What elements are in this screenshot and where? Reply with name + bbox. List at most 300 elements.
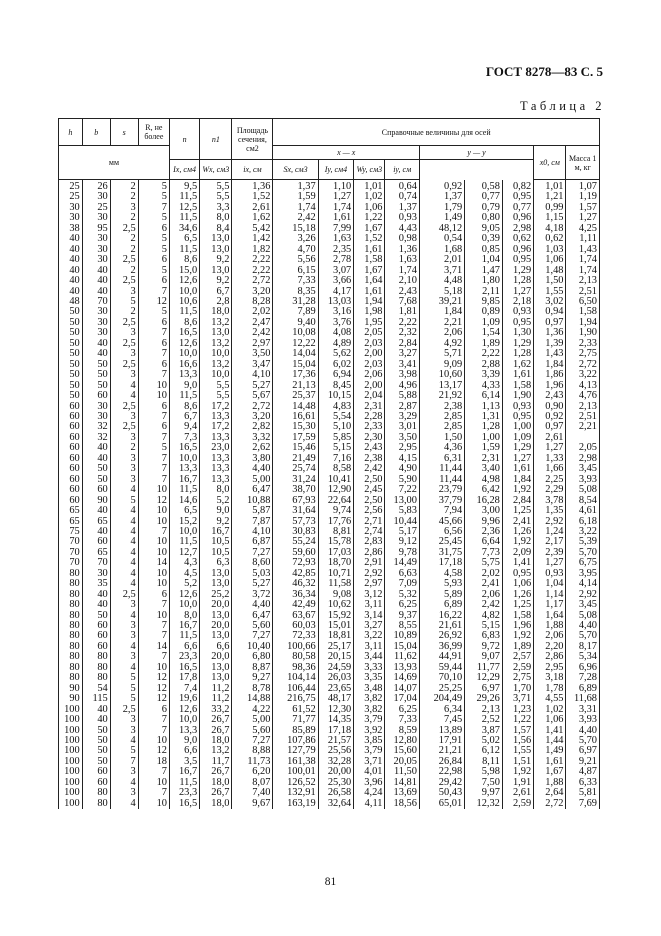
table-cell: 4 [110,611,138,621]
table-cell: 1,27 [318,192,354,202]
table-cell: 2,02 [232,307,273,317]
table-cell: 7 [138,652,169,662]
table-cell: 2,59 [502,799,533,809]
table-cell: 2,13 [566,276,600,286]
table-cell: 5,15 [318,443,354,453]
table-cell: 13,17 [419,381,464,391]
table-cell: 15,78 [318,537,354,547]
table-cell: 17,8 [169,673,199,683]
table-cell: 1,62 [232,213,273,223]
table-cell: 71,77 [273,715,318,725]
table-cell: 60 [82,537,110,547]
table-cell: 5 [110,684,138,694]
table-cell: 1,26 [502,527,533,537]
table-cell: 7,89 [273,307,318,317]
table-cell: 30 [82,318,110,328]
table-cell: 5,90 [385,475,419,485]
table-cell: 25,2 [200,590,232,600]
col-reference: Справочные величины для осей [273,119,600,146]
table-row [59,537,600,547]
table-cell: 6,89 [566,684,600,694]
table-cell: 0,95 [502,255,533,265]
table-cell: 1,50 [534,276,566,286]
table-cell: 5 [110,496,138,506]
table-cell: 4,43 [385,224,419,234]
table-cell: 8,07 [232,778,273,788]
table-cell: 12 [138,673,169,683]
table-cell: 1,57 [502,726,533,736]
table-cell: 2,85 [419,422,464,432]
table-cell: 18,0 [200,799,232,809]
table-cell: 7 [138,433,169,443]
table-cell: 20,0 [200,600,232,610]
table-cell: 40 [82,454,110,464]
table-cell: 40 [82,339,110,349]
table-cell: 1,67 [534,767,566,777]
table-cell: 100 [59,767,83,777]
table-cell: 1,23 [502,705,533,715]
table-cell: 1,84 [534,360,566,370]
table-cell: 1,01 [354,180,385,193]
col-area: Площадь сечения, см2 [232,119,273,160]
table-row [59,642,600,652]
table-cell: 40 [82,600,110,610]
table-row [59,527,600,537]
table-cell: 60 [82,485,110,495]
table-cell: 12,7 [169,548,199,558]
table-cell: 11,2 [200,694,232,704]
table-cell: 1,22 [502,715,533,725]
table-cell: 3,22 [566,370,600,380]
table-row [59,485,600,495]
table-cell: 1,13 [465,402,503,412]
table-cell: 5 [110,297,138,307]
table-cell: 16,61 [273,412,318,422]
table-cell: 5,60 [232,726,273,736]
table-cell: 5,56 [273,255,318,265]
table-cell: 65,01 [419,799,464,809]
table-cell: 3,22 [566,527,600,537]
table-cell: 11,7 [200,757,232,767]
table-cell: 2,13 [566,402,600,412]
table-cell: 10 [138,778,169,788]
table-cell: 65 [59,517,83,527]
table-cell: 1,82 [232,245,273,255]
table-cell: 3,95 [566,569,600,579]
table-cell: 2,13 [465,705,503,715]
table-cell: 2,56 [354,506,385,516]
table-cell: 4 [110,517,138,527]
table-cell: 1,17 [534,600,566,610]
table-cell: 5,03 [232,569,273,579]
table-cell: 1,27 [534,443,566,453]
table-cell: 7 [138,726,169,736]
table-cell: 1,06 [502,579,533,589]
table-cell: 10,0 [169,715,199,725]
table-cell: 8,87 [232,663,273,673]
table-row [59,464,600,474]
table-cell: 1,41 [534,726,566,736]
table-cell: 8,6 [169,255,199,265]
table-cell: 14,07 [385,684,419,694]
table-cell: 50 [59,381,83,391]
table-cell: 26,58 [318,788,354,798]
table-cell: 7,27 [232,548,273,558]
table-cell: 2,05 [566,443,600,453]
table-cell: 2,85 [419,412,464,422]
table-cell: 1,54 [465,328,503,338]
table-cell: 26,84 [419,757,464,767]
table-cell: 12,5 [169,203,199,213]
table-cell: 5,42 [232,224,273,234]
table-cell: 2,5 [110,255,138,265]
table-cell: 1,28 [465,422,503,432]
table-cell: 8,45 [318,381,354,391]
table-cell: 0,95 [502,412,533,422]
table-cell: 100 [59,736,83,746]
table-cell: 2 [110,192,138,202]
table-cell: 10,44 [385,517,419,527]
table-cell: 5 [110,694,138,704]
table-cell: 2,33 [566,339,600,349]
table-cell: 2,43 [385,287,419,297]
table-cell: 9,72 [465,642,503,652]
table-cell: 80 [82,652,110,662]
table-cell: 2,43 [354,443,385,453]
table-caption: Таблица 2 [520,99,605,113]
table-cell: 2,42 [465,600,503,610]
table-cell: 2,29 [534,485,566,495]
table-cell: 4 [110,569,138,579]
table-cell: 2,92 [534,517,566,527]
table-cell: 1,61 [502,464,533,474]
table-cell: 1,98 [354,307,385,317]
table-cell: 1,88 [534,621,566,631]
table-cell: 0,98 [385,234,419,244]
table-cell: 1,74 [566,266,600,276]
table-cell: 2,97 [354,579,385,589]
table-cell: 14,6 [169,496,199,506]
table-cell: 4,40 [566,726,600,736]
table-cell: 1,19 [566,192,600,202]
table-cell: 29,26 [465,694,503,704]
table-cell: 35 [82,579,110,589]
table-cell: 12,22 [273,339,318,349]
table-cell: 3 [110,715,138,725]
table-cell: 6,83 [465,631,503,641]
table-cell: 3,48 [354,684,385,694]
table-cell: 8,59 [385,726,419,736]
table-row [59,569,600,579]
table-row [59,548,600,558]
table-cell: 1,61 [318,213,354,223]
table-cell: 25,30 [318,778,354,788]
table-cell: 1,15 [534,213,566,223]
table-cell: 2,59 [502,663,533,673]
table-cell: 15,01 [318,621,354,631]
table-cell: 3,02 [534,297,566,307]
table-cell: 6,75 [566,558,600,568]
table-cell: 9,07 [465,652,503,662]
table-cell: 80 [59,642,83,652]
table-cell: 1,49 [419,213,464,223]
table-cell: 2,97 [232,339,273,349]
table-cell: 0,85 [465,245,503,255]
table-cell: 80 [59,621,83,631]
table-row [59,255,600,265]
table-cell: 1,58 [502,381,533,391]
table-cell: 2,03 [354,339,385,349]
table-cell: 3,71 [354,757,385,767]
table-cell: 5,70 [566,631,600,641]
table-cell: 0,77 [502,203,533,213]
table-cell: 1,04 [534,579,566,589]
table-cell: 1,02 [354,192,385,202]
table-cell: 1,59 [273,192,318,202]
table-cell: 60 [82,778,110,788]
table-cell: 7,09 [385,579,419,589]
table-cell: 90 [59,694,83,704]
table-cell: 2,22 [465,349,503,359]
table-cell: 1,51 [502,757,533,767]
table-cell: 5 [138,245,169,255]
table-cell: 21,49 [273,454,318,464]
table-cell: 2,51 [566,287,600,297]
table-cell: 6,96 [566,663,600,673]
table-cell: 8,78 [232,684,273,694]
table-cell: 30 [82,328,110,338]
table-cell: 1,29 [502,339,533,349]
table-cell: 8,0 [200,213,232,223]
table-cell: 70,10 [419,673,464,683]
table-cell: 12,6 [169,590,199,600]
table-row [59,746,600,756]
table-cell: 2,00 [354,381,385,391]
table-cell: 60 [59,496,83,506]
table-cell: 25,45 [419,537,464,547]
table-cell: 3,35 [354,673,385,683]
table-cell: 50 [82,381,110,391]
table-cell: 7,68 [385,297,419,307]
table-cell: 95 [82,224,110,234]
table-cell: 1,36 [232,180,273,193]
table-cell: 72,33 [273,631,318,641]
table-cell: 4 [110,736,138,746]
table-cell: 90 [59,684,83,694]
table-cell: 3,98 [385,370,419,380]
table-cell: 7,4 [169,684,199,694]
table-cell: 50 [82,746,110,756]
table-cell: 50 [82,475,110,485]
table-cell: 32 [82,422,110,432]
table-cell: 34,6 [169,224,199,234]
table-cell: 3 [110,203,138,213]
table-cell: 5,32 [385,590,419,600]
table-cell: 31,24 [273,475,318,485]
table-cell: 80 [59,673,83,683]
table-cell: 1,14 [534,590,566,600]
table-cell: 1,70 [502,684,533,694]
table-cell: 13,2 [200,318,232,328]
table-cell: 5,2 [200,496,232,506]
table-cell: 1,55 [534,287,566,297]
table-cell: 5,08 [566,485,600,495]
table-cell: 2 [110,245,138,255]
table-cell: 3,11 [354,600,385,610]
table-cell: 163,19 [273,799,318,809]
table-cell: 1,61 [354,287,385,297]
table-cell: 4,83 [318,402,354,412]
table-cell: 67,93 [273,496,318,506]
table-cell: 98,36 [273,663,318,673]
table-cell: 1,52 [232,192,273,202]
table-cell: 26,92 [419,631,464,641]
table-cell: 1,37 [385,203,419,213]
table-cell: 161,38 [273,757,318,767]
table-cell: 26,7 [200,767,232,777]
table-cell: 6,47 [232,485,273,495]
table-cell: 8,88 [232,746,273,756]
table-cell: 2,31 [354,402,385,412]
table-cell: 2,72 [232,402,273,412]
table-row [59,349,600,359]
table-cell: 2 [110,234,138,244]
table-cell: 23,79 [419,485,464,495]
table-cell: 4,96 [385,381,419,391]
table-cell: 5,2 [169,579,199,589]
table-cell: 100 [59,715,83,725]
table-cell: 7 [138,454,169,464]
table-cell: 15,92 [318,611,354,621]
table-cell: 15,60 [385,746,419,756]
table-cell: 11,5 [169,307,199,317]
table-row [59,433,600,443]
table-row [59,192,600,202]
table-cell: 3 [110,349,138,359]
table-cell: 5 [110,673,138,683]
table-row [59,443,600,453]
table-cell: 54 [82,684,110,694]
table-cell: 5,5 [200,381,232,391]
table-cell: 6,87 [232,537,273,547]
table-cell: 1,96 [502,621,533,631]
table-cell: 40 [59,234,83,244]
table-cell: 30,83 [273,527,318,537]
table-cell: 25 [59,180,83,193]
table-cell: 70 [59,558,83,568]
table-cell: 0,64 [385,180,419,193]
table-cell: 6,34 [419,705,464,715]
table-cell: 3,76 [318,318,354,328]
units-mm: мм [59,146,170,180]
table-cell: 13,0 [200,234,232,244]
table-cell: 2,36 [465,527,503,537]
table-cell: 6,6 [169,642,199,652]
table-cell: 16,7 [169,767,199,777]
table-cell: 5,02 [465,736,503,746]
table-cell: 11,5 [169,391,199,401]
table-row [59,381,600,391]
table-cell: 0,95 [502,318,533,328]
table-cell: 1,29 [502,443,533,453]
table-row [59,579,600,589]
table-cell: 16,7 [200,527,232,537]
table-cell: 46,32 [273,579,318,589]
table-cell: 3,82 [354,705,385,715]
table-cell: 5,00 [232,715,273,725]
col-n: n [169,119,199,160]
table-cell: 16,7 [169,475,199,485]
table-cell: 50 [59,318,83,328]
table-cell: 90 [82,496,110,506]
table-cell: 7 [138,464,169,474]
table-cell: 21,13 [273,381,318,391]
table-row [59,517,600,527]
table-cell: 2,92 [566,590,600,600]
table-row [59,684,600,694]
table-cell: 5,27 [232,381,273,391]
table-cell: 2,71 [354,517,385,527]
table-cell: 63,67 [273,611,318,621]
table-cell: 9,27 [232,673,273,683]
table-cell: 5,5 [200,180,232,193]
table-cell: 80 [59,631,83,641]
table-cell: 1,57 [566,203,600,213]
table-cell: 2,98 [502,224,533,234]
table-cell: 15,04 [385,642,419,652]
table-cell: 3,80 [232,454,273,464]
table-cell: 10,6 [169,297,199,307]
table-cell: 2,87 [385,402,419,412]
table-row [59,370,600,380]
table-cell: 2,50 [354,496,385,506]
table-row [59,652,600,662]
table-cell: 2,78 [318,255,354,265]
table-cell: 1,24 [534,527,566,537]
table-cell: 17,18 [318,726,354,736]
table-cell: 7 [138,527,169,537]
table-cell: 5,70 [566,548,600,558]
table-cell: 3,78 [534,496,566,506]
table-cell: 2,5 [110,224,138,234]
table-cell: 2 [110,307,138,317]
table-cell: 80 [82,799,110,809]
table-cell: 10,0 [200,349,232,359]
table-cell: 7,45 [419,715,464,725]
table-cell: 13,3 [200,454,232,464]
table-cell: 60 [82,391,110,401]
table-row [59,621,600,631]
table-cell: 11,2 [200,684,232,694]
table-cell: 13,3 [200,412,232,422]
table-cell: 4,22 [232,705,273,715]
table-cell: 2,06 [465,590,503,600]
table-cell: 32,28 [318,757,354,767]
table-cell: 1,74 [318,203,354,213]
table-cell: 32 [82,433,110,443]
table-cell: 1,06 [354,203,385,213]
table-cell: 1,67 [354,266,385,276]
axis-y-y: y — y [419,146,533,160]
table-cell: 15,30 [273,422,318,432]
table-cell: 80 [59,579,83,589]
table-cell: 3,45 [566,464,600,474]
table-cell: 21,21 [419,746,464,756]
table-cell: 5,60 [232,621,273,631]
table-cell: 17,2 [200,422,232,432]
table-cell: 3,3 [200,203,232,213]
table-cell: 2,61 [502,788,533,798]
